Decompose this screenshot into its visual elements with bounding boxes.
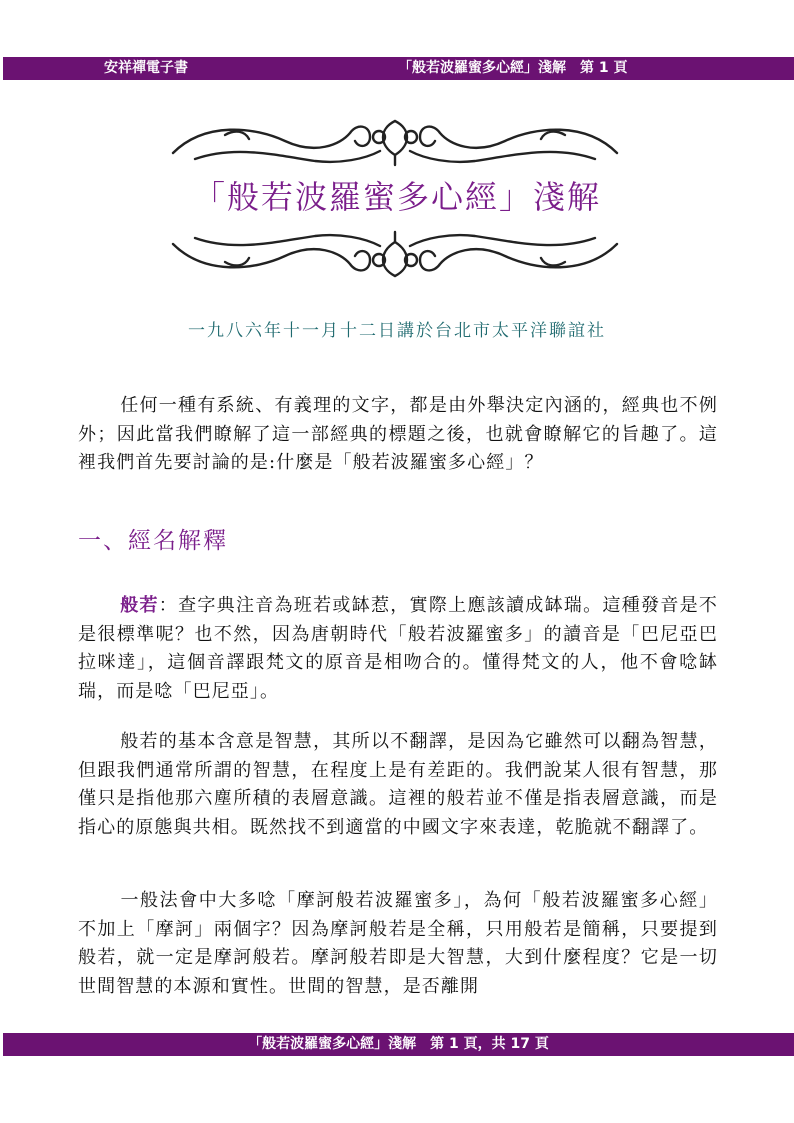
ornament-divider-top	[165, 115, 625, 169]
body-paragraph-2-text: 般若的基本含意是智慧，其所以不翻譯，是因為它雖然可以翻為智慧，但跟我們通常所謂的智慧，在程度上是有差距的。我們說某人很有智慧，那僅只是指他那六塵所積的表層意識。這裡的般若並不僅是指表層意識，而是指心的原態與共相。既然找不到適當的中國文字來表達，乾脆就不翻譯了。	[78, 731, 718, 838]
header-page-info: 「般若波羅蜜多心經」淺解 第 1 頁	[398, 60, 628, 76]
body-paragraph-2	[78, 728, 718, 842]
body-paragraph-3	[78, 887, 718, 1001]
intro-text: 任何一種有系統、有義理的文字，都是由外舉決定內涵的，經典也不例外；因此當我們瞭解了這一部經典的標題之後，也就會瞭解它的旨趣了。這裡我們首先要討論的是:什麼是「般若波羅蜜多心經」？	[78, 395, 718, 473]
intro-paragraph	[78, 392, 718, 478]
term-definition: ：查字典注音為班若或缽惹，實際上應該讀成缽瑞。這種發音是不是很標準呢？也不然，因為唐朝時代「般若波羅蜜多」的讀音是「巴尼亞巴拉咪達」，這個音譯跟梵文的原音是相吻合的。懂得梵文的人，他不會唸缽瑞，而是唸「巴尼亞」。	[78, 595, 718, 702]
footer-bar	[3, 1033, 794, 1056]
document-title: 「般若波羅蜜多心經」淺解	[192, 178, 601, 216]
footer-page-info: 「般若波羅蜜多心經」淺解 第 1 頁，共 17 頁	[248, 1036, 549, 1052]
header-book-name: 安祥禪電子書	[104, 60, 188, 76]
header-bar	[3, 57, 794, 80]
section-heading: 一、經名解釋	[78, 528, 228, 554]
term-highlight: 般若	[120, 595, 159, 616]
ornament-divider-bottom	[165, 228, 625, 282]
term-paragraph	[78, 592, 718, 706]
lecture-date-location: 一九八六年十一月十二日講於台北市太平洋聯誼社	[188, 321, 606, 341]
body-paragraph-3-text: 一般法會中大多唸「摩訶般若波羅蜜多」，為何「般若波羅蜜多心經」不加上「摩訶」兩個字？因為摩訶般若是全稱，只用般若是簡稱，只要提到般若，就一定是摩訶般若。摩訶般若即是大智慧，大到什麼程度？它是一切世間智慧的本源和實性。世間的智慧，是否離開	[78, 890, 718, 997]
